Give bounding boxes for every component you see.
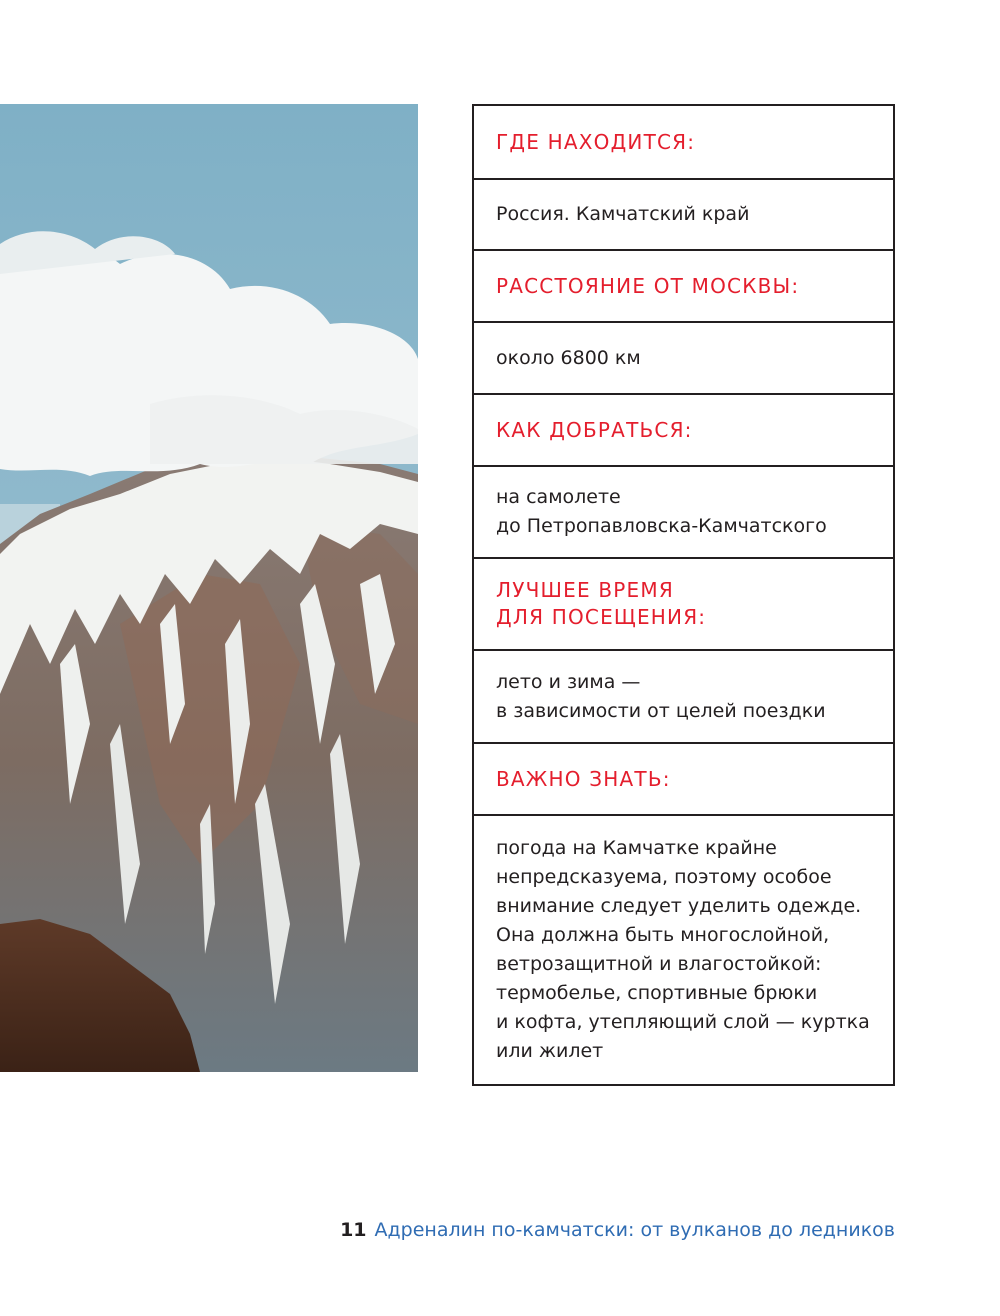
row-important-label bbox=[474, 742, 893, 814]
row-distance-label bbox=[474, 249, 893, 321]
distance-label: РАССТОЯНИЕ ОТ МОСКВЫ: bbox=[496, 273, 800, 298]
important-label: ВАЖНО ЗНАТЬ: bbox=[496, 766, 671, 791]
row-important-value bbox=[474, 814, 893, 1084]
row-transport-value bbox=[474, 465, 893, 557]
info-table bbox=[472, 104, 895, 1086]
running-title: Адреналин по-камчатски: от вулканов до ледников bbox=[374, 1219, 895, 1241]
location-value: Россия. Камчатский край bbox=[496, 203, 750, 225]
row-best-time-value bbox=[474, 649, 893, 742]
best-time-value: лето и зима — в зависимости от целей поездки bbox=[496, 670, 826, 722]
volcano-photo bbox=[0, 104, 418, 1072]
best-time-label: ЛУЧШЕЕ ВРЕМЯ ДЛЯ ПОСЕЩЕНИЯ: bbox=[496, 578, 707, 629]
page-number: 11 bbox=[340, 1219, 367, 1241]
location-label: ГДЕ НАХОДИТСЯ: bbox=[496, 129, 696, 154]
distance-value: около 6800 км bbox=[496, 346, 641, 369]
row-location-label bbox=[474, 106, 893, 178]
row-location-value bbox=[474, 178, 893, 249]
page-footer bbox=[340, 1219, 895, 1241]
row-distance-value bbox=[474, 321, 893, 393]
transport-label: КАК ДОБРАТЬСЯ: bbox=[496, 417, 693, 442]
row-best-time-label bbox=[474, 557, 893, 649]
transport-value: на самолете до Петропавловска-Камчатского bbox=[496, 486, 827, 537]
important-value: погода на Камчатке крайне непредсказуема, поэтому особое внимание следует уделить одежде. Она должна быть многослойной, ветрозащитной и влагостойкой: термобелье, спортивные брюки и кофта, утепляющий слой — куртка или жилет bbox=[496, 837, 870, 1062]
row-transport-label bbox=[474, 393, 893, 465]
